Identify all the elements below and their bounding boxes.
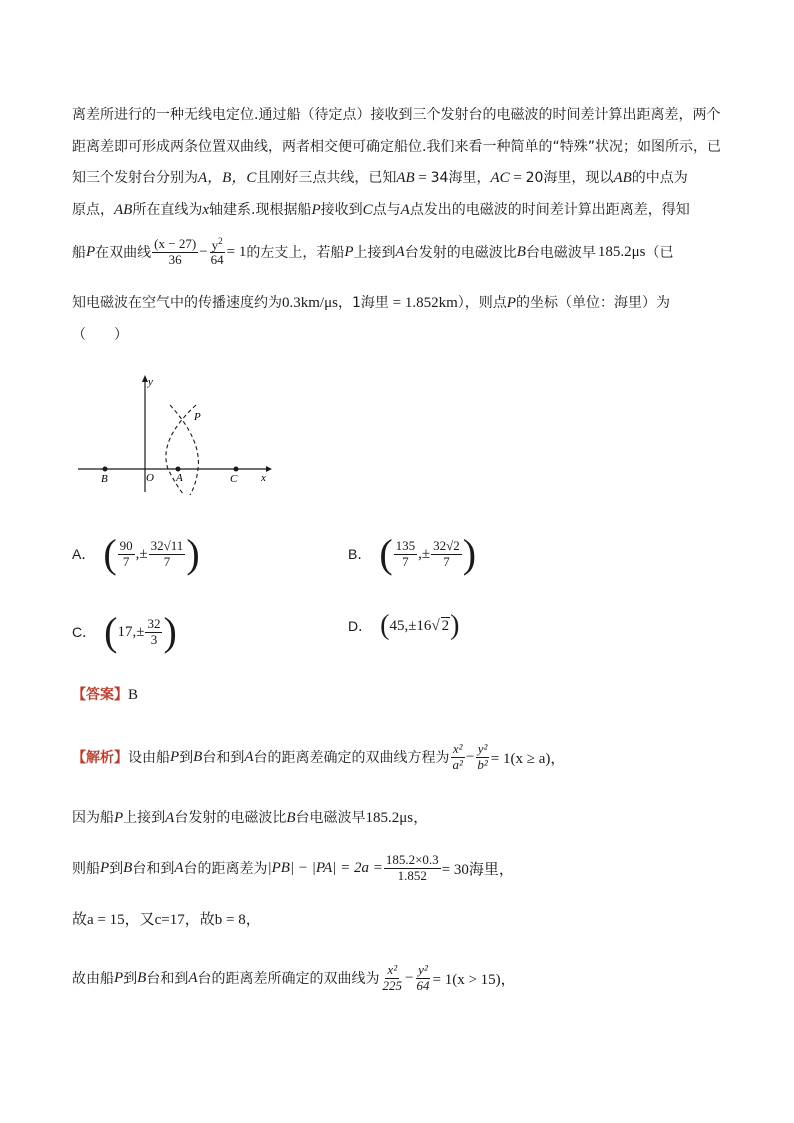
solution-tag: 【解析】 — [72, 750, 128, 766]
B-label: B — [101, 473, 108, 485]
answer-blank: （ ） — [72, 327, 128, 343]
problem-line-4: 原点，AB所在直线为x轴建系.现根据船P接收到C点与A点发出的电磁波的时间差计算出距离差，得知 — [72, 202, 690, 218]
hyperbola-frac-1: $\frac{(x - 27)}{36}$ — [154, 236, 197, 267]
option-A-label: A． — [72, 546, 96, 562]
hyperbola-frac-2: $\frac{y^2}{64}$ — [210, 235, 224, 268]
problem-line-2: 距离差即可形成两条位置双曲线，两者相交便可确定船位.我们来看一种简单的“特殊”状况；如图所示，已 — [72, 139, 721, 155]
option-D-label: D． — [348, 618, 373, 634]
y-label: y — [148, 376, 153, 388]
P-label: P — [194, 411, 201, 423]
solution-line-1: 【解析】 设由船 P 到 B 台和到 A 台的距离差确定的双曲线方程为 $\frac{\text{x²}}{\text{a²}}$ − $\frac{\text{y²}}{\text{b²}}$ = 1(x ≥ a)， — [72, 741, 566, 772]
x-axis-arrow — [266, 466, 272, 472]
answer-tag: 【答案】 — [72, 687, 128, 703]
problem-line-5: 船 P 在双曲线 $\frac{(x - 27)}{36}$ − $\frac{y^2}{64}$ = 1 的左支上，若船 P 上接到 A 台发射的电磁波比 B 台电磁波早 185.2μs （已 — [72, 235, 674, 268]
solution-line-2: 因为船P上接到A台发射的电磁波比B台电磁波早185.2μs， — [72, 810, 429, 826]
problem-line-3: 知三个发射台分别为A，B，C且刚好三点共线，已知AB = 34海里，AC = 20海里，现以AB的中点为 — [72, 170, 688, 186]
solution-line-5: 故由船 P 到 B 台和到 A 台的距离差所确定的双曲线为 $\frac{\text{x²}}{225}$ − $\frac{\text{y²}}{64}$ = 1(x > 15)， — [72, 962, 516, 993]
option-A[interactable]: A． ( $\frac{90}{7}$ , ± $\frac{32√11}{7}$ ) — [72, 531, 200, 576]
point-C — [234, 467, 239, 472]
hyperbola-figure — [72, 370, 282, 500]
option-C-label: C． — [72, 624, 97, 640]
problem-line-1: 离差所进行的一种无线电定位.通过船（待定点）接收到三个发射台的电磁波的时间差计算出距离差，两个 — [72, 107, 721, 123]
solution-line-3: 则船 P 到 B 台和到 A 台的距离差为 |PB| − |PA| = 2a = $\frac{185.2\times 0.3}{1.852}$ = 30海里， — [72, 852, 514, 883]
option-B[interactable]: B． ( $\frac{135}{7}$ , ± $\frac{32√2}{7}$ ) — [348, 531, 477, 576]
solution-line-4: 故a = 15，又c=17，故b = 8， — [72, 912, 261, 928]
option-B-label: B． — [348, 546, 372, 562]
point-A — [176, 467, 181, 472]
answer-line — [72, 684, 138, 704]
problem-line-6: 知电磁波在空气中的传播速度约为0.3km/μs，1海里 = 1.852km），则点P的坐标（单位：海里）为 — [72, 295, 670, 311]
answer-value: B — [128, 687, 139, 703]
option-D[interactable]: D． ( 45, ±16 √ 2 ) — [348, 610, 460, 641]
A-label: A — [176, 472, 183, 484]
C-label: C — [230, 473, 238, 485]
x-label: x — [261, 472, 266, 484]
point-B — [103, 467, 108, 472]
option-C[interactable]: C． ( 17, ± $\frac{32}{3}$ ) — [72, 609, 177, 654]
origin-label: O — [146, 472, 154, 484]
